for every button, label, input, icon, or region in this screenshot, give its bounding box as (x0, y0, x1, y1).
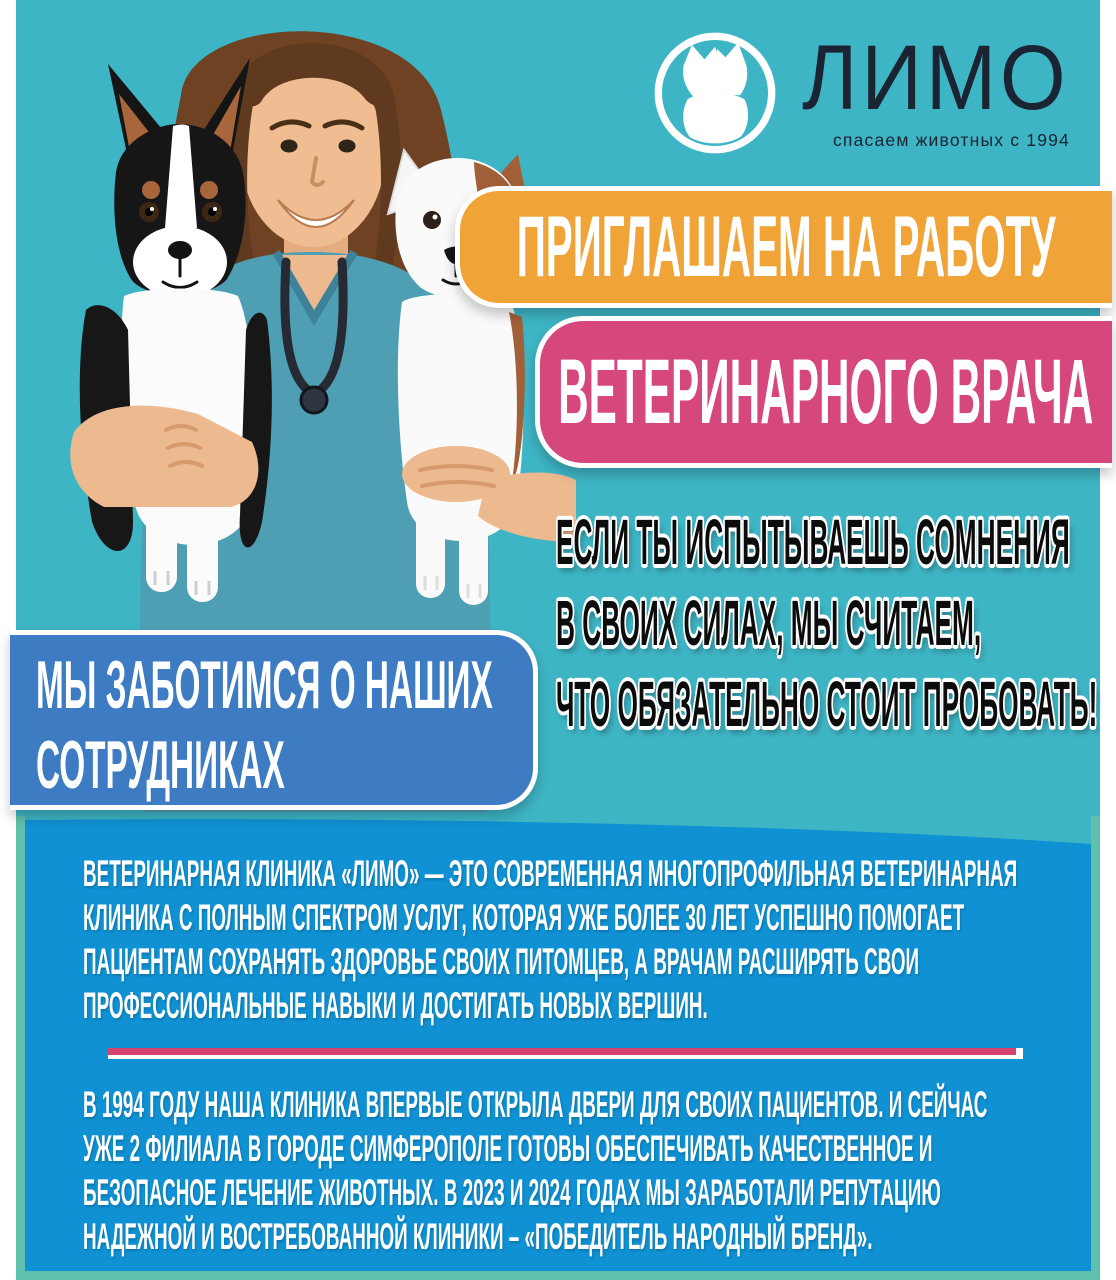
divider-pink-bar (108, 1048, 1016, 1055)
about-line: УЖЕ 2 ФИЛИАЛА В ГОРОДЕ СИМФЕРОПОЛЕ ГОТОВЫ ОБЕСПЕЧИВАТЬ КАЧЕСТВЕННОЕ И (83, 1128, 933, 1169)
about-line: ПРОФЕССИОНАЛЬНЫЕ НАВЫКИ И ДОСТИГАТЬ НОВЫХ ВЕРШИН. (83, 985, 708, 1026)
brand-tagline: спасаем животных с 1994 (832, 130, 1070, 150)
care-banner-line: СОТРУДНИКАХ (36, 727, 285, 803)
clinic-logo (652, 27, 1093, 156)
role-banner-text: ВЕТЕРИНАРНОГО ВРАЧА (558, 340, 1094, 443)
slogan-line: В СВОИХ СИЛАХ, МЫ СЧИТАЕМ, (556, 587, 982, 659)
care-banner (10, 630, 538, 810)
invite-banner-text: ПРИГЛАШАЕМ НА РАБОТУ (516, 198, 1056, 295)
about-panel (16, 816, 1100, 1280)
about-line: КЛИНИКА С ПОЛНЫМ СПЕКТРОМ УСЛУГ, КОТОРАЯ УЖЕ БОЛЕЕ 30 ЛЕТ УСПЕШНО ПОМОГАЕТ (83, 897, 965, 938)
slogan-line: ЧТО ОБЯЗАТЕЛЬНО СТОИТ ПРОБОВАТЬ! (556, 668, 1098, 740)
about-line: ВЕТЕРИНАРНАЯ КЛИНИКА «ЛИМО» — ЭТО СОВРЕМЕННАЯ МНОГОПРОФИЛЬНАЯ ВЕТЕРИНАРНАЯ (83, 853, 1018, 894)
about-paragraph-2 (83, 1083, 1091, 1259)
slogan-block (556, 502, 1116, 745)
invite-banner (455, 186, 1112, 308)
brand-text-block (802, 27, 1093, 151)
section-divider (108, 1048, 1023, 1059)
about-line: ПАЦИЕНТАМ СОХРАНЯТЬ ЗДОРОВЬЕ СВОИХ ПИТОМЦЕВ, А ВРАЧАМ РАСШИРЯТЬ СВОИ (83, 941, 920, 982)
dog-cat-logo-icon (652, 30, 778, 156)
about-line: НАДЕЖНОЙ И ВОСТРЕБОВАННОЙ КЛИНИКИ – «ПОБЕДИТЕЛЬ НАРОДНЫЙ БРЕНД». (83, 1216, 873, 1257)
slogan-line: ЕСЛИ ТЫ ИСПЫТЫВАЕШЬ СОМНЕНИЯ (556, 506, 1070, 578)
about-line: В 1994 ГОДУ НАША КЛИНИКА ВПЕРВЫЕ ОТКРЫЛА ДВЕРИ ДЛЯ СВОИХ ПАЦИЕНТОВ. И СЕЙЧАС (83, 1084, 988, 1125)
brand-name: ЛИМО (802, 27, 1070, 129)
about-paragraph-1 (83, 852, 1091, 1028)
role-banner (535, 316, 1112, 468)
about-panel-content (25, 816, 1091, 1259)
care-banner-line: МЫ ЗАБОТИМСЯ О НАШИХ (36, 647, 493, 723)
about-line: БЕЗОПАСНОЕ ЛЕЧЕНИЕ ЖИВОТНЫХ. В 2023 И 2024 ГОДАХ МЫ ЗАРАБОТАЛИ РЕПУТАЦИЮ (83, 1172, 941, 1213)
